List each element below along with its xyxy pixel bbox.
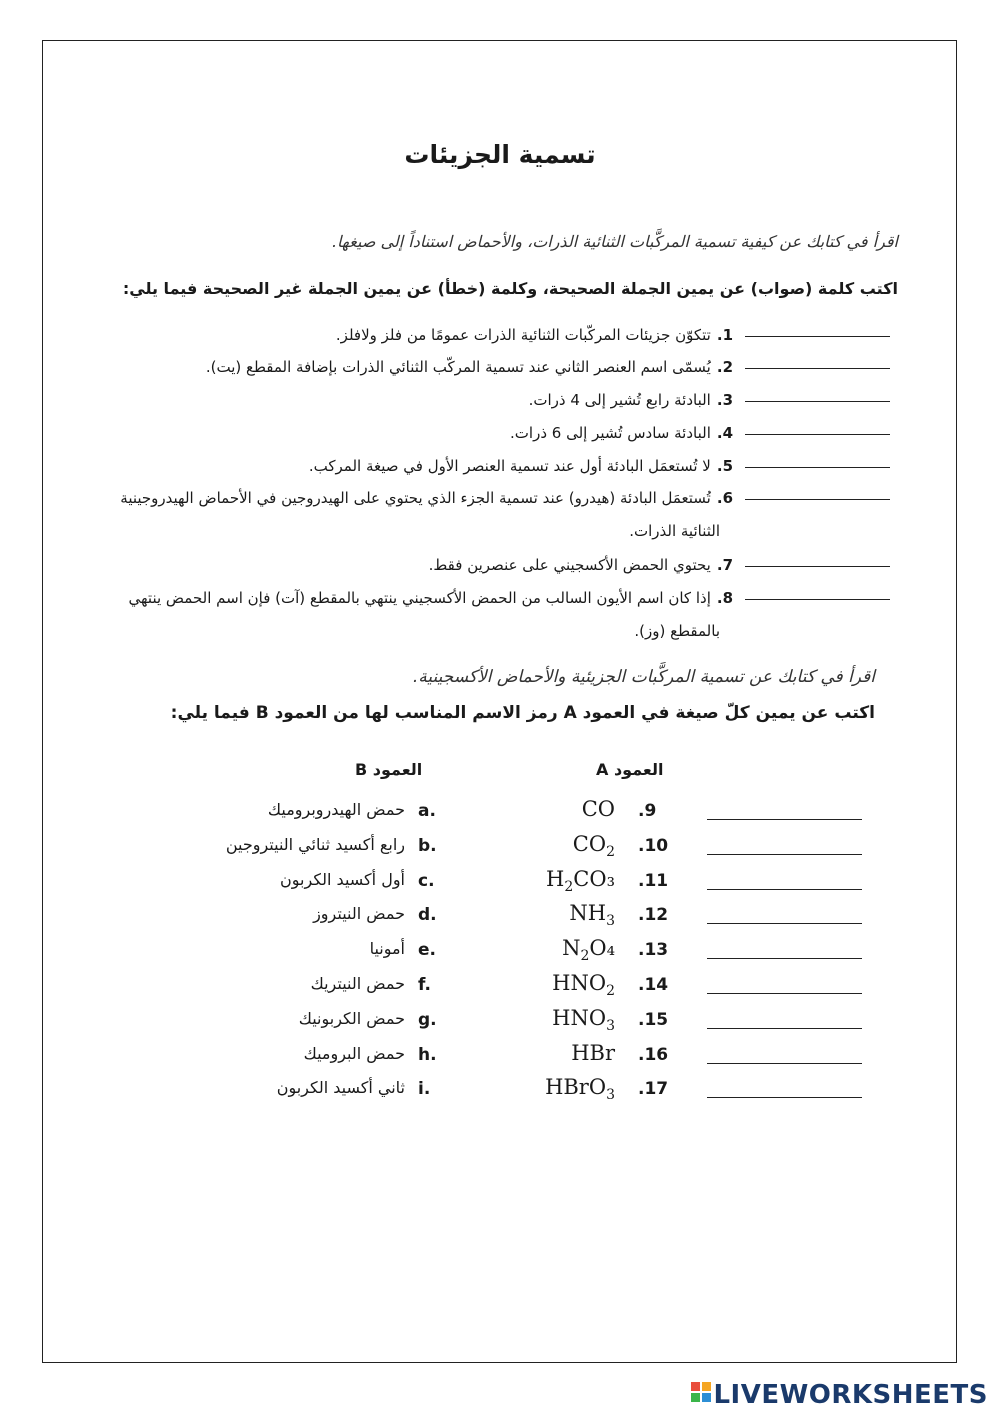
match-answer-blank[interactable]: [707, 1063, 862, 1064]
answer-blank[interactable]: [745, 598, 890, 600]
statement-continuation: الثنائية الذرات.: [629, 522, 720, 540]
formula-main: HNO: [552, 971, 607, 995]
statement-number: 7.: [716, 556, 733, 574]
compound-name: أول أكسيد الكربون: [280, 869, 405, 889]
liveworksheets-logo: LIVEWORKSHEETS: [713, 1380, 988, 1410]
formula-subscript: 3: [606, 1087, 615, 1104]
match-answer-blank[interactable]: [707, 854, 862, 855]
chemical-formula: [552, 1006, 615, 1034]
statement-text: لا تُستعمَل البادئة أول عند تسمية العنصر الأول في صيغة المركب.: [308, 457, 711, 475]
formula-number: 9.: [638, 801, 657, 821]
statement-text: البادئة رابع تُشير إلى 4 ذرات.: [528, 391, 711, 409]
matching-row: [0, 1075, 1000, 1109]
chemical-formula: [545, 1075, 615, 1103]
formula-number: 12.: [638, 905, 669, 926]
liveworksheets-logo-icon: [691, 1382, 713, 1406]
column-a-header: العمود A: [596, 760, 664, 779]
name-letter: e.: [418, 940, 436, 961]
matching-row: [0, 971, 1000, 1005]
name-letter: c.: [418, 870, 435, 891]
answer-blank[interactable]: [745, 335, 890, 337]
compound-name: حمض النيتروز: [313, 904, 405, 924]
statement-number: 8.: [716, 589, 733, 607]
formula-main: HBrO: [545, 1075, 607, 1100]
matching-row: [0, 867, 1000, 901]
formula-main: H: [546, 866, 565, 891]
name-letter: d.: [418, 905, 437, 926]
formula-subscript: 3: [606, 913, 615, 930]
formula-main: NH: [569, 901, 607, 926]
chemical-formula: [569, 901, 615, 929]
section2-intro: اقرأ في كتابك عن تسمية المركَّبات الجزيئية والأحماض الأكسجينية.: [412, 667, 875, 687]
formula-number: 11.: [638, 870, 669, 891]
formula-main: CO: [581, 797, 615, 821]
statement-item: [90, 318, 890, 352]
page-title: تسمية الجزيئات: [404, 140, 596, 169]
formula-number: 13.: [638, 940, 669, 961]
formula-number: 15.: [638, 1009, 669, 1030]
matching-row: [0, 1041, 1000, 1075]
statement-number: 1.: [716, 326, 733, 344]
formula-number: 14.: [638, 975, 669, 995]
answer-blank[interactable]: [745, 433, 890, 435]
match-answer-blank[interactable]: [707, 1028, 862, 1029]
matching-row: [0, 1006, 1000, 1040]
formula-subscript: 2: [564, 878, 574, 895]
statement-item: [90, 416, 890, 450]
statement-text: يُسمّى اسم العنصر الثاني عند تسمية المركّب الثنائي الذرات بإضافة المقطع (يت).: [205, 358, 711, 376]
matching-row: [0, 901, 1000, 935]
chemical-formula: [571, 1041, 615, 1069]
name-letter: g.: [418, 1009, 437, 1030]
formula-number: 16.: [638, 1044, 669, 1065]
compound-name: حمض الكربونيك: [298, 1008, 405, 1028]
statement-item: [90, 350, 890, 384]
column-b-header: العمود B: [355, 760, 423, 779]
statement-number: 6.: [716, 489, 733, 507]
formula-number: 10.: [638, 835, 669, 856]
section1-intro: اقرأ في كتابك عن كيفية تسمية المركَّبات الثنائية الذرات، والأحماض استناداً إلى صيغها.: [331, 232, 898, 251]
chemical-formula: [546, 867, 615, 895]
formula-tail: CO₃: [573, 866, 615, 891]
match-answer-blank[interactable]: [707, 993, 862, 994]
section1-instruction: اكتب كلمة (صواب) عن يمين الجملة الصحيحة، وكلمة (خطأ) عن يمين الجملة غير الصحيحة فيما يلي:: [122, 279, 898, 298]
formula-subscript: 3: [606, 1017, 615, 1034]
statement-item: [90, 481, 890, 515]
statement-item: [90, 548, 890, 582]
compound-name: أمونيا: [369, 939, 405, 959]
match-answer-blank[interactable]: [707, 819, 862, 820]
formula-main: N: [562, 936, 581, 961]
answer-blank[interactable]: [745, 565, 890, 567]
formula-main: HBr: [571, 1040, 615, 1065]
matching-row: [0, 936, 1000, 970]
statement-text: تتكوّن جزيئات المركّبات الثنائية الذرات عمومًا من فلز ولافلز.: [335, 326, 711, 344]
compound-name: حمض النيتريك: [310, 974, 405, 993]
statement-item: [90, 449, 890, 483]
name-letter: h.: [418, 1044, 437, 1065]
statement-text: إذا كان اسم الأيون السالب من الحمض الأكسجيني ينتهي بالمقطع (آت) فإن اسم الحمض ينتهي: [128, 589, 711, 607]
formula-subscript: 2: [580, 948, 590, 965]
answer-blank[interactable]: [745, 367, 890, 369]
name-letter: a.: [418, 801, 436, 821]
answer-blank[interactable]: [745, 498, 890, 500]
statement-text: تُستعمَل البادئة (هيدرو) عند تسمية الجزء الذي يحتوي على الهيدروجين في الأحماض الهيدروجينية: [120, 489, 711, 507]
formula-subscript: 2: [606, 843, 615, 860]
statement-number: 3.: [716, 391, 733, 409]
answer-blank[interactable]: [745, 466, 890, 468]
statement-item: [90, 581, 890, 615]
statement-number: 2.: [716, 358, 733, 376]
chemical-formula: [573, 832, 615, 860]
statement-number: 4.: [716, 424, 733, 442]
statement-number: 5.: [716, 457, 733, 475]
formula-number: 17.: [638, 1079, 669, 1100]
compound-name: ثاني أكسيد الكربون: [276, 1078, 405, 1098]
name-letter: f.: [418, 975, 431, 995]
match-answer-blank[interactable]: [707, 923, 862, 924]
answer-blank[interactable]: [745, 400, 890, 402]
name-letter: b.: [418, 835, 437, 856]
chemical-formula: [582, 797, 615, 825]
chemical-formula: [562, 936, 615, 964]
compound-name: رابع أكسيد ثنائي النيتروجين: [225, 834, 405, 854]
compound-name: حمض البروميك: [303, 1043, 405, 1063]
statement-text: يحتوي الحمض الأكسجيني على عنصرين فقط.: [428, 556, 711, 574]
matching-row: [0, 797, 1000, 831]
formula-subscript: 2: [606, 983, 615, 1000]
match-answer-blank[interactable]: [707, 889, 862, 890]
formula-main: HNO: [552, 1005, 607, 1030]
match-answer-blank[interactable]: [707, 1097, 862, 1098]
matching-row: [0, 832, 1000, 866]
chemical-formula: [552, 971, 615, 999]
formula-tail: O₄: [589, 936, 615, 961]
name-letter: i.: [418, 1079, 431, 1100]
compound-name: حمض الهيدروبروميك: [267, 800, 405, 819]
statement-text: البادئة سادس تُشير إلى 6 ذرات.: [510, 424, 711, 442]
section2-instruction: اكتب عن يمين كلّ صيغة في العمود A رمز الاسم المناسب لها من العمود B فيما يلي:: [170, 703, 875, 723]
match-answer-blank[interactable]: [707, 958, 862, 959]
statement-continuation: بالمقطع (وز).: [634, 622, 720, 640]
formula-main: CO: [572, 831, 607, 856]
statement-item: [90, 383, 890, 417]
